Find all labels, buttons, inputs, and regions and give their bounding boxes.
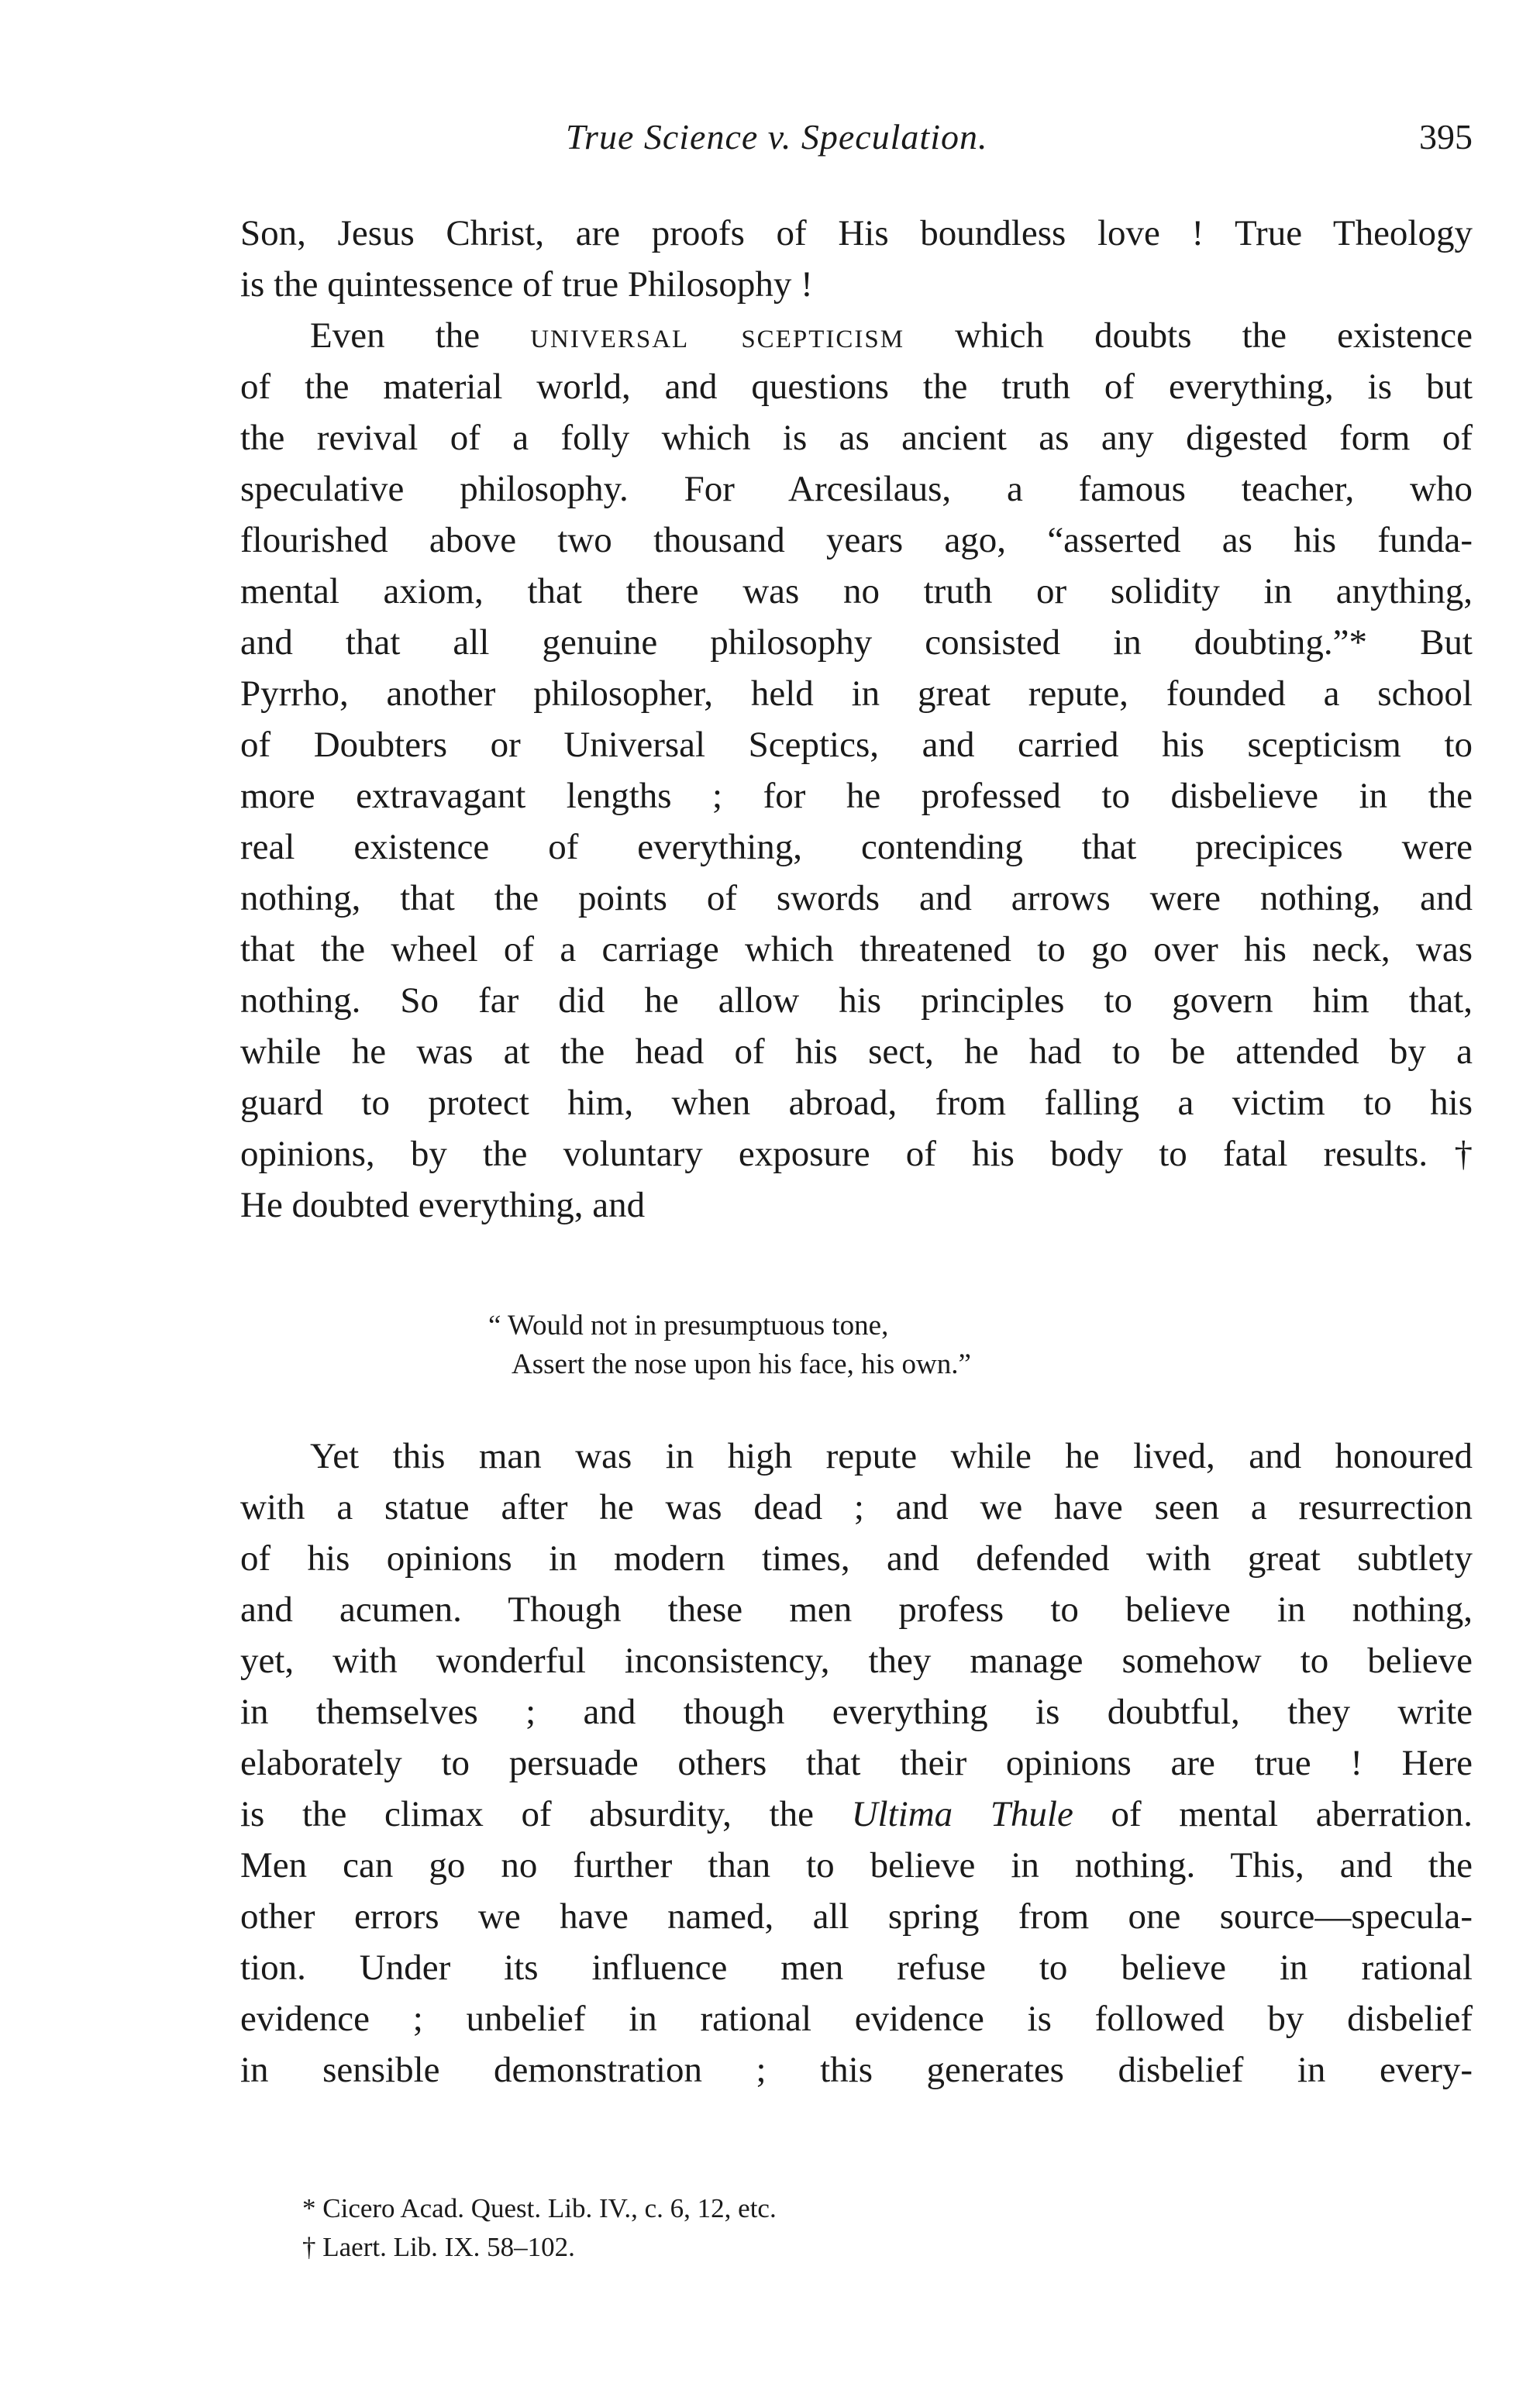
verse-quotation bbox=[488, 1307, 1263, 1384]
text-line: that the wheel of a carriage which threatened to go over his neck, was bbox=[240, 929, 1473, 969]
text-line: Yet this man was in high repute while he lived, and honoured bbox=[310, 1436, 1473, 1476]
text-line: of the material world, and questions the truth of everything, is but bbox=[240, 367, 1473, 407]
text-line: nothing, that the points of swords and arrows were nothing, and bbox=[240, 878, 1473, 918]
text-line: yet, with wonderful inconsistency, they manage somehow to believe bbox=[240, 1641, 1473, 1681]
running-title: True Science v. Speculation. bbox=[566, 117, 988, 157]
text-line: He doubted everything, and bbox=[240, 1185, 646, 1225]
text-line bbox=[240, 1789, 1473, 1840]
text-line: guard to protect him, when abroad, from falling a victim to his bbox=[240, 1083, 1473, 1123]
text-line: Men can go no further than to believe in nothing. This, and the bbox=[240, 1845, 1473, 1886]
text-line: nothing. So far did he allow his principles to govern him that, bbox=[240, 980, 1473, 1021]
text-fragment: is the climax of absurdity, the bbox=[240, 1794, 852, 1834]
main-text-lower bbox=[240, 1431, 1473, 2096]
footnotes bbox=[302, 2189, 1232, 2267]
text-line: while he was at the head of his sect, he had to be attended by a bbox=[240, 1031, 1473, 1072]
text-line: the revival of a folly which is as ancient as any digested form of bbox=[240, 418, 1473, 458]
text-fragment: of mental aberration. bbox=[1073, 1794, 1473, 1834]
text-line: mental axiom, that there was no truth or solidity in anything, bbox=[240, 571, 1473, 611]
text-line: flourished above two thousand years ago, “asserted as his funda- bbox=[240, 520, 1473, 560]
footnote-laertius: † Laert. Lib. IX. 58–102. bbox=[302, 2232, 575, 2262]
text-line: evidence ; unbelief in rational evidence is followed by disbelief bbox=[240, 1999, 1473, 2039]
text-line: Pyrrho, another philosopher, held in great repute, founded a school bbox=[240, 673, 1473, 714]
text-line: Son, Jesus Christ, are proofs of His boundless love ! True Theology bbox=[240, 213, 1473, 253]
text-fragment: Even the bbox=[310, 315, 531, 356]
page-number: 395 bbox=[1419, 117, 1473, 157]
footnote-cicero: * Cicero Acad. Quest. Lib. IV., c. 6, 12, etc. bbox=[302, 2193, 777, 2223]
text-line: and that all genuine philosophy consisted in doubting.”* But bbox=[240, 622, 1473, 663]
text-line: elaborately to persuade others that their opinions are true ! Here bbox=[240, 1743, 1473, 1783]
main-text-upper bbox=[240, 208, 1473, 1231]
text-line: with a statue after he was dead ; and we have seen a resurrection bbox=[240, 1487, 1473, 1527]
text-line: speculative philosophy. For Arcesilaus, a famous teacher, who bbox=[240, 469, 1473, 509]
text-line: real existence of everything, contending that precipices were bbox=[240, 827, 1473, 867]
verse-line: Assert the nose upon his face, his own.” bbox=[512, 1348, 971, 1380]
text-line: tion. Under its influence men refuse to believe in rational bbox=[240, 1948, 1473, 1988]
text-line: opinions, by the voluntary exposure of his body to fatal results.† bbox=[240, 1134, 1473, 1174]
text-line: in themselves ; and though everything is doubtful, they write bbox=[240, 1692, 1473, 1732]
text-line: more extravagant lengths ; for he professed to disbelieve in the bbox=[240, 776, 1473, 816]
italic-phrase: Ultima Thule bbox=[851, 1794, 1073, 1834]
text-line: is the quintessence of true Philosophy ! bbox=[240, 264, 813, 305]
running-head bbox=[240, 116, 1480, 170]
small-caps-phrase: universal scepticism bbox=[530, 315, 905, 356]
text-line: of his opinions in modern times, and defended with great subtlety bbox=[240, 1538, 1473, 1579]
text-fragment: which doubts the existence bbox=[904, 315, 1473, 356]
verse-line: “ Would not in presumptuous tone, bbox=[488, 1310, 889, 1341]
text-line: other errors we have named, all spring from one source—specula- bbox=[240, 1896, 1473, 1937]
text-line: of Doubters or Universal Sceptics, and carried his scepticism to bbox=[240, 725, 1473, 765]
text-line bbox=[240, 310, 1473, 361]
text-line: in sensible demonstration ; this generates disbelief in every- bbox=[240, 2050, 1473, 2090]
text-line: and acumen. Though these men profess to believe in nothing, bbox=[240, 1589, 1473, 1630]
